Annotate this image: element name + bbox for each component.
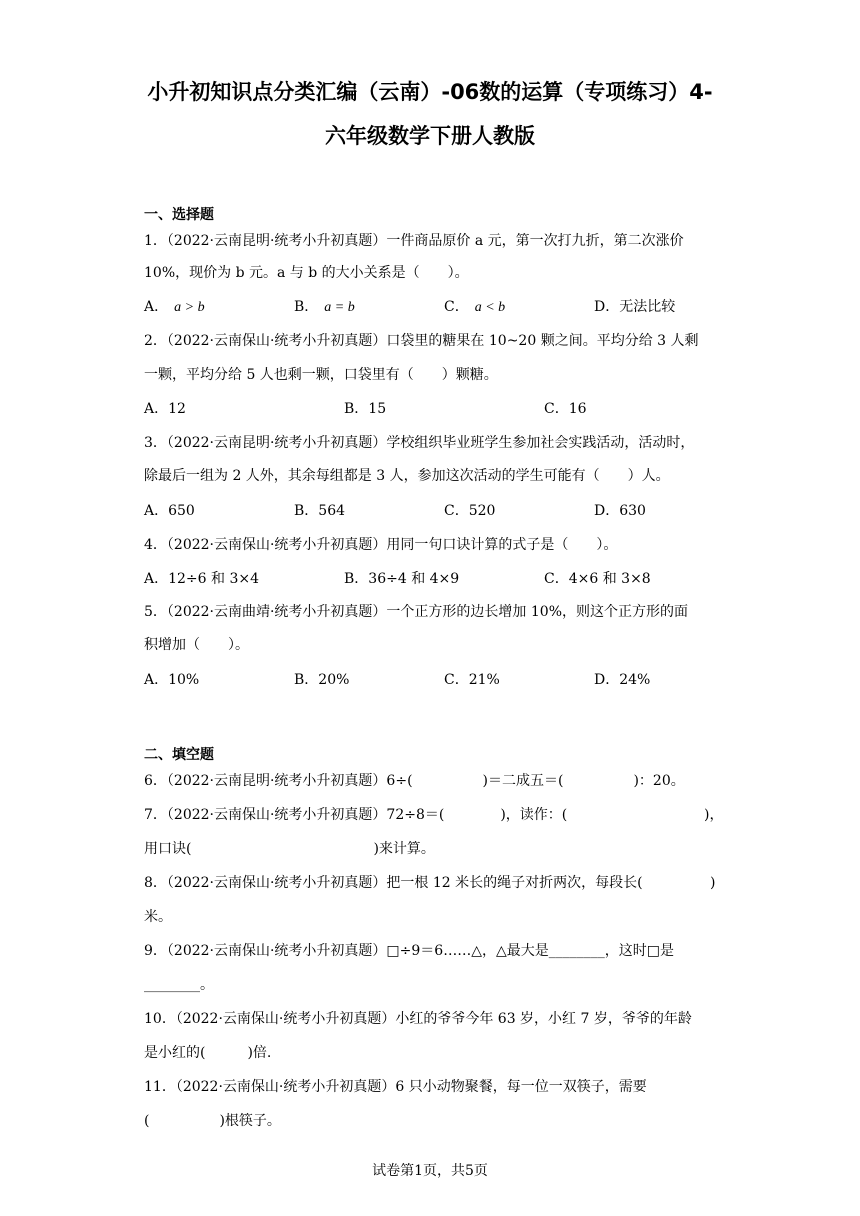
option-c: C．16 (544, 401, 587, 417)
option-b: B．36÷4 和 4×9 (344, 571, 460, 587)
option-a: A．10% (144, 672, 200, 688)
question-2-line1: 2．（2022·云南保山·统考小升初真题）口袋里的糖果在 10~20 颗之间。平均分给 3 人剩 (144, 333, 699, 349)
question-7-text: 7．（2022·云南保山·统考小升初真题）72÷8＝( )，读作：( (144, 807, 568, 823)
question-5-line1: 5．（2022·云南曲靖·统考小升初真题）一个正方形的边长增加 10%，则这个正方形的面 (144, 604, 689, 620)
option-expr: a < b (474, 300, 506, 315)
option-a: A．650 (144, 503, 195, 519)
option-a (144, 298, 205, 317)
page-title-line1: 小升初知识点分类汇编（云南）-06数的运算（专项练习）4- (147, 80, 713, 104)
option-label: C． (444, 299, 469, 315)
question-6-line1: 6．（2022·云南昆明·统考小升初真题）6÷( )＝二成五＝( )：20。 (144, 773, 685, 789)
option-d: D．630 (594, 503, 646, 519)
option-expr: a = b (324, 300, 355, 315)
option-d: D．无法比较 (594, 299, 676, 315)
question-3-line1: 3．（2022·云南昆明·统考小升初真题）学校组织毕业班学生参加社会实践活动，活动时， (144, 435, 695, 451)
question-8-line1: 8．（2022·云南保山·统考小升初真题）把一根 12 米长的绳子对折两次，每段长( (144, 875, 643, 891)
section-heading-fill: 二、填空题 (144, 747, 214, 763)
page-title-line2: 六年级数学下册人教版 (325, 124, 535, 148)
page-footer: 试卷第1页，共5页 (372, 1163, 488, 1179)
question-3-line2: 除最后一组为 2 人外，其余每组都是 3 人，参加这次活动的学生可能有（ ）人。 (144, 468, 670, 484)
option-c: C．520 (444, 503, 496, 519)
question-8-line2: 米。 (144, 909, 172, 925)
question-1-line1: 1．（2022·云南昆明·统考小升初真题）一件商品原价 a 元，第一次打九折，第二次涨价 (144, 233, 684, 249)
option-b: B．564 (294, 503, 346, 519)
question-4-line1: 4．（2022·云南保山·统考小升初真题）用同一句口诀计算的式子是（ ）。 (144, 537, 618, 553)
section-heading-choice: 一、选择题 (144, 207, 214, 223)
option-a: A．12÷6 和 3×4 (144, 571, 260, 587)
option-b: B．20% (294, 672, 350, 688)
option-a: A．12 (144, 401, 186, 417)
question-7-line2: 用口诀( )来计算。 (144, 841, 435, 857)
question-11-line1: 11．（2022·云南保山·统考小升初真题）6 只小动物聚餐，每一位一双筷子，需要 (144, 1079, 647, 1095)
question-7-line1 (144, 806, 567, 824)
question-9-line2: ________。 (144, 977, 214, 993)
question-8-blank-end: ) (710, 875, 716, 891)
option-label: B． (294, 299, 319, 315)
question-1-line2: 10%，现价为 b 元。a 与 b 的大小关系是（ ）。 (144, 265, 469, 281)
question-9-line1: 9．（2022·云南保山·统考小升初真题）□÷9＝6……△，△最大是________，这时□是 (144, 943, 674, 959)
option-c (444, 298, 505, 317)
option-d: D．24% (594, 672, 651, 688)
question-2-line2: 一颗，平均分给 5 人也剩一颗，口袋里有（ ）颗糖。 (144, 367, 498, 383)
option-b (294, 298, 355, 317)
option-c: C．4×6 和 3×8 (544, 571, 651, 587)
question-10-line2: 是小红的( )倍. (144, 1045, 272, 1061)
option-label: A． (144, 299, 169, 315)
option-expr: a > b (174, 300, 205, 315)
question-5-line2: 积增加（ ）。 (144, 637, 249, 653)
option-c: C．21% (444, 672, 500, 688)
option-b: B．15 (344, 401, 387, 417)
question-11-line2: ( )根筷子。 (144, 1113, 281, 1129)
question-10-line1: 10．（2022·云南保山·统考小升初真题）小红的爷爷今年 63 岁，小红 7 岁，爷爷的年龄 (144, 1011, 692, 1027)
question-7-blank-end: )， (704, 807, 724, 823)
